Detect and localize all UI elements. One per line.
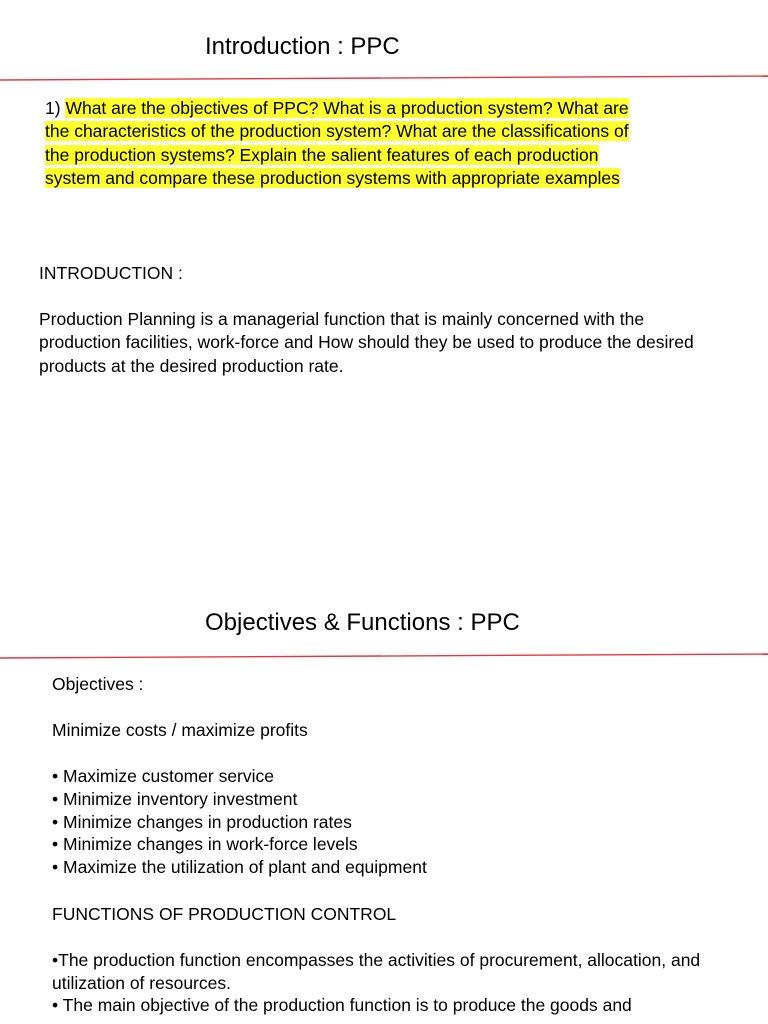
slide-title: Introduction : PPC [205,33,400,60]
objectives-list [52,765,427,879]
objectives-lead: Minimize costs / maximize profits [52,720,308,740]
question-block [45,97,645,191]
list-item: • Minimize inventory investment [52,788,298,809]
question-text-highlighted: What are the objectives of PPC? What is a production system? What are the characteristics of the production system? What are the classifications of the production systems? Explain the salient features of each production system and compare these production systems with appropriate examples [45,98,629,189]
list-item: • Minimize changes in production rates [52,811,352,832]
title-divider [0,650,768,662]
intro-heading: INTRODUCTION : [39,263,183,283]
title-divider [0,72,768,84]
objectives-heading: Objectives : [52,674,144,694]
functions-body [52,949,742,1017]
functions-point: • The main objective of the production function is to produce the goods and [52,995,632,1016]
functions-point: •The production function encompasses the activities of procurement, allocation, and utilization of resources. [52,950,701,993]
question-number: 1) [45,98,66,118]
slide-objectives-functions [0,577,768,1024]
list-item: • Minimize changes in work-force levels [52,834,358,855]
slide-title: Objectives & Functions : PPC [205,609,520,636]
intro-body: Production Planning is a managerial function that is mainly concerned with the production facilities, work-force and How should they be used to produce the desired products at the desired production rate. [39,309,694,376]
list-item: • Maximize customer service [52,766,275,786]
list-item: • Maximize the utilization of plant and equipment [52,857,427,878]
functions-heading: FUNCTIONS OF PRODUCTION CONTROL [52,904,397,924]
